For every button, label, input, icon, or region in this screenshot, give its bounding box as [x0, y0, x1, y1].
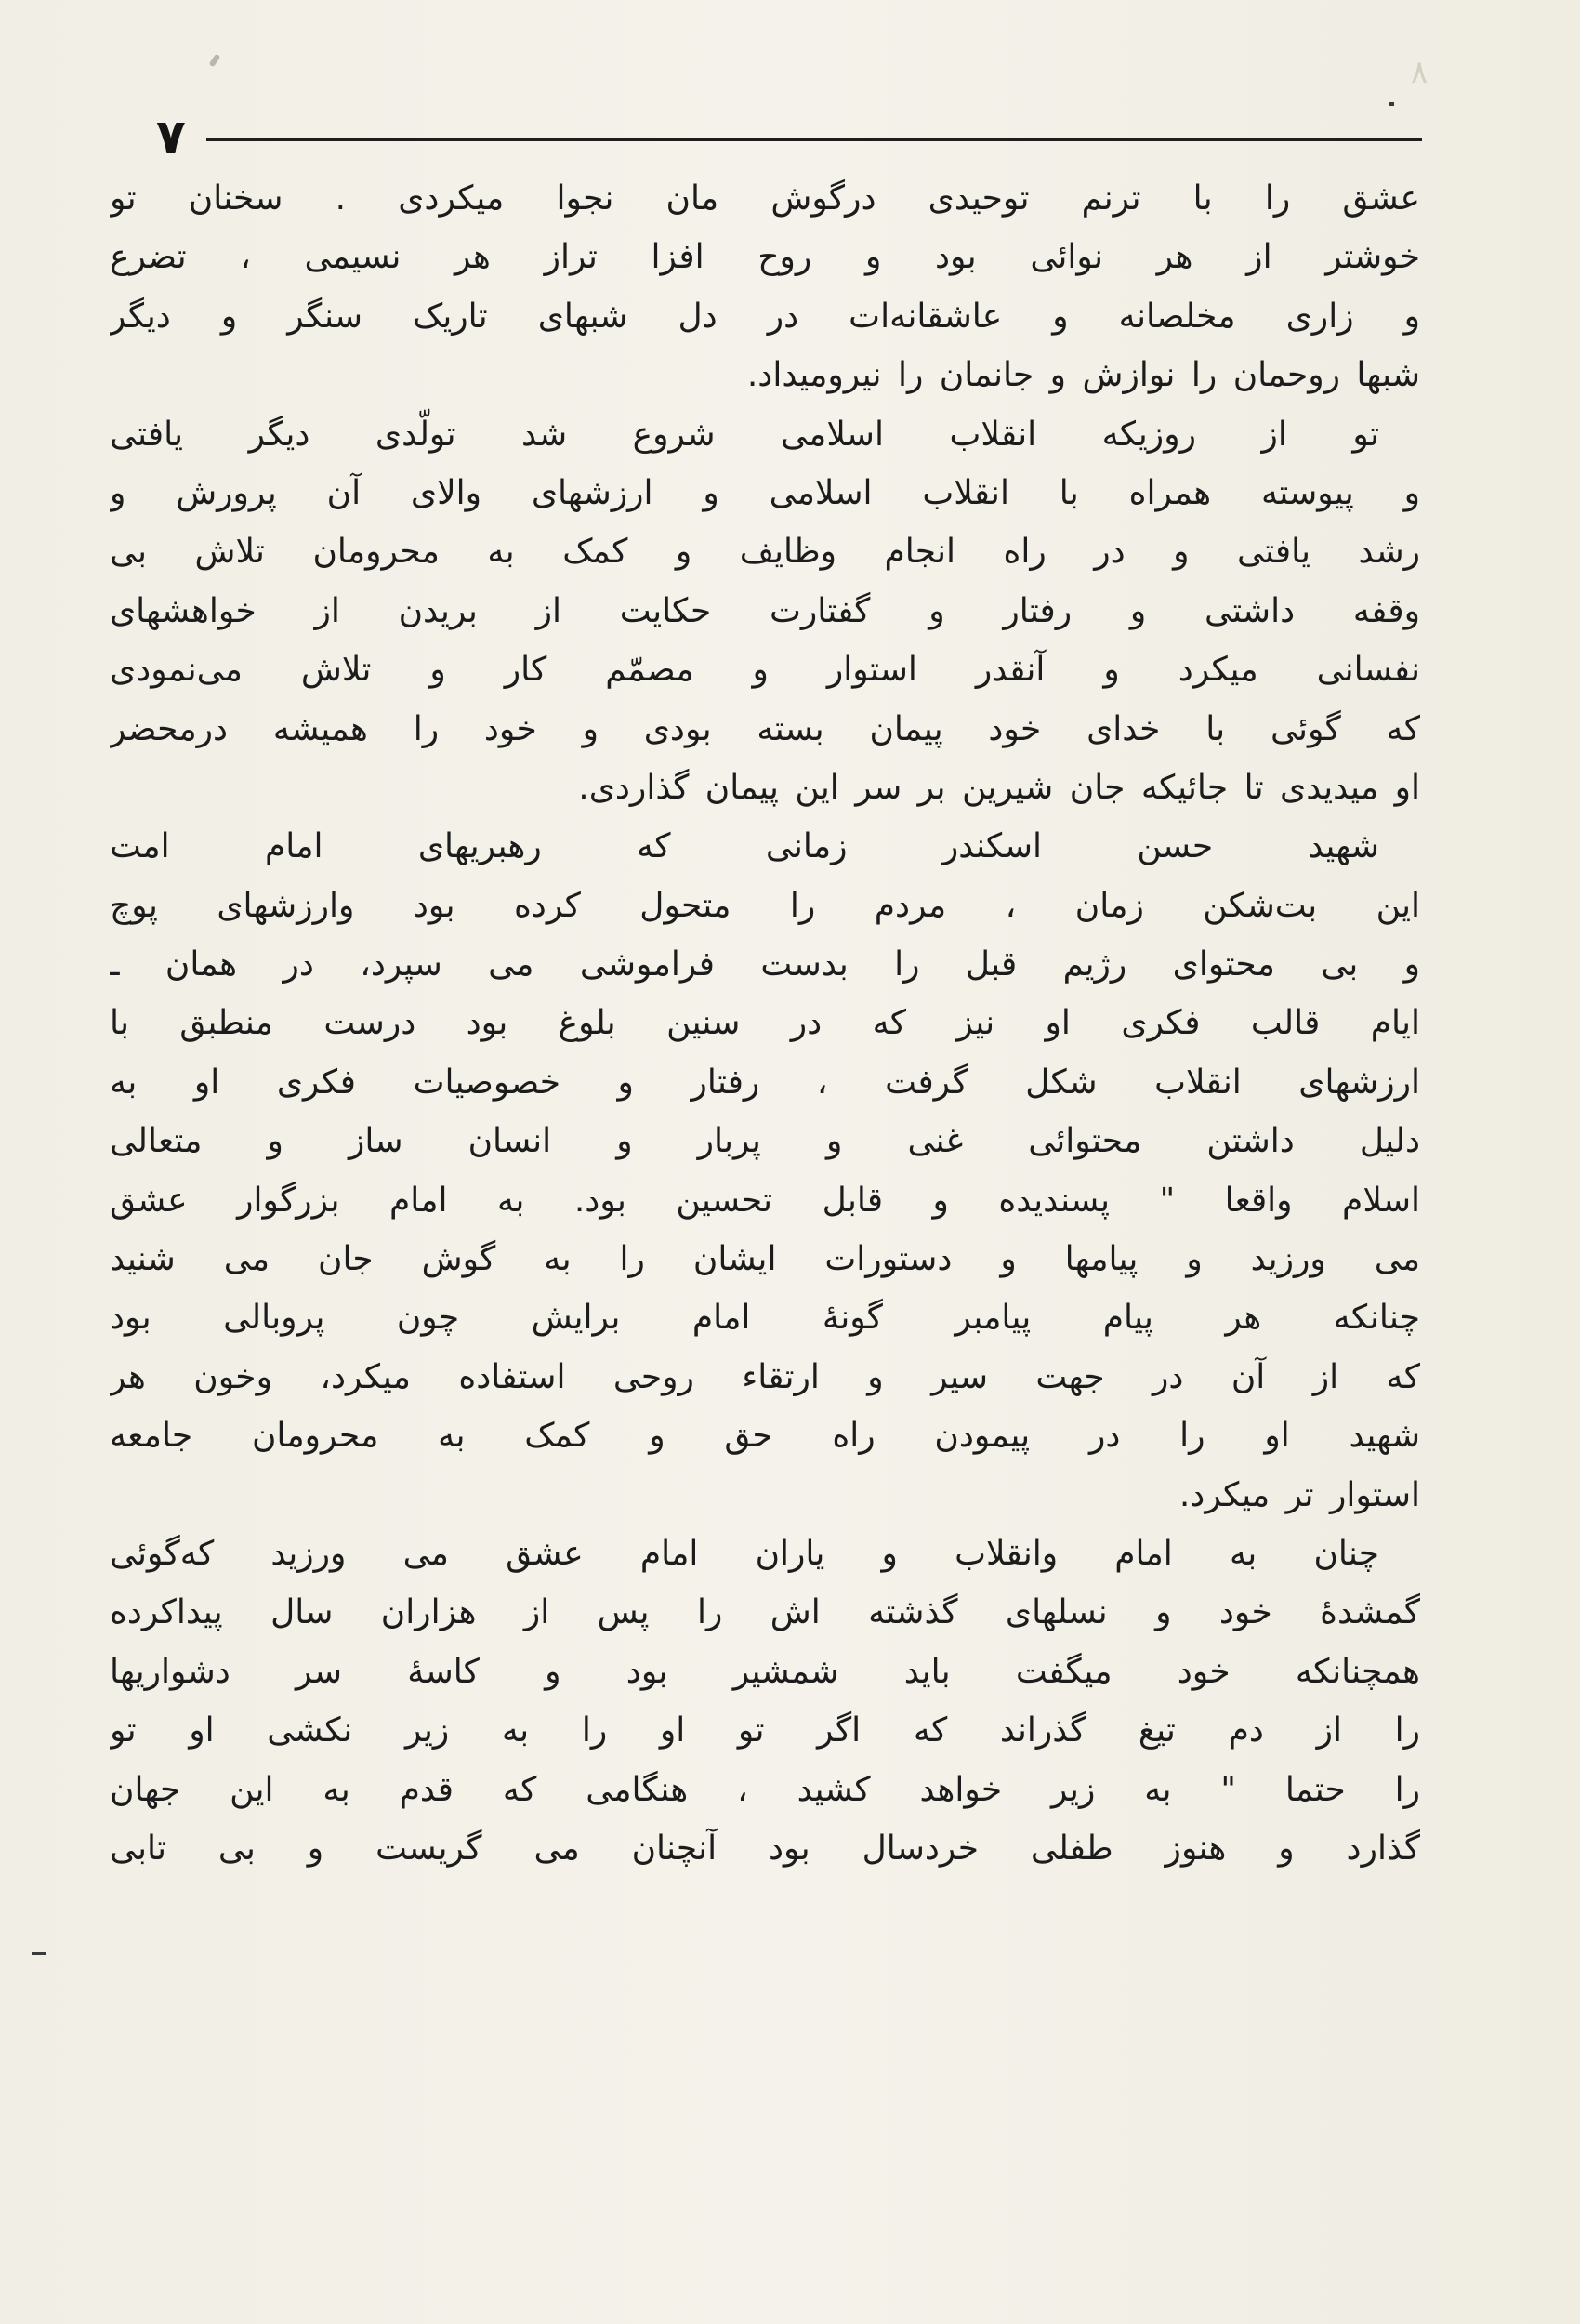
text-line: و بی محتوای رژیم قبل را بدست فراموشی می سپرد، در همان ـ [110, 945, 1420, 984]
margin-tick [1389, 102, 1394, 106]
text-line: گمشدهٔ خود و نسلهای گذشته اش را پس از هزاران سال پیداکرده [110, 1593, 1420, 1632]
text-line: را حتما " به زیر خواهد کشید ، هنگامی که قدم به این جهان [110, 1770, 1420, 1809]
text-line: چنان به امام وانقلاب و یاران امام عشق می ورزید که‌گوئی [110, 1534, 1379, 1573]
text-line: همچنانکه خود میگفت باید شمشیر بود و کاسهٔ سر دشواریها [110, 1652, 1420, 1691]
text-line: او میدیدی تا جائیکه جان شیرین بر سر این پیمان گذاردی. [578, 768, 1420, 807]
text-line: شهید حسن اسکندر زمانی که رهبریهای امام امت [110, 827, 1379, 866]
text-line: وقفه داشتی و رفتار و گفتارت حکایت از بریدن از خواهشهای [110, 591, 1420, 630]
text-line: شهید او را در پیمودن راه حق و کمک به محرومان جامعه [110, 1417, 1420, 1456]
page-header [139, 110, 1422, 165]
text-line: شبها روحمان را نوازش و جانمان را نیرومیداد. [746, 356, 1420, 395]
text-line: اسلام واقعا " پسندیده و قابل تحسین بود. به امام بزرگوار عشق [110, 1181, 1420, 1220]
text-line: رشد یافتی و در راه انجام وظایف و کمک به محرومان تلاش بی [110, 533, 1420, 572]
text-line: را از دم تیغ گذراند که اگر تو او را به زیر نکشی او تو [110, 1711, 1420, 1750]
text-line: ارزشهای انقلاب شکل گرفت ، رفتار و خصوصیات فکری او به [110, 1063, 1420, 1102]
body-text [110, 169, 1420, 1878]
text-line: ایام قالب فکری او نیز که در سنین بلوغ بود درست منطبق با [110, 1004, 1420, 1043]
text-line: تو از روزیکه انقلاب اسلامی شروع شد تولّدی دیگر یافتی [110, 415, 1379, 454]
text-line: این بت‌شکن زمان ، مردم را متحول کرده بود وارزشهای پوچ [110, 886, 1420, 925]
text-line: که گوئی با خدای خود پیمان بسته بودی و خود را همیشه درمحضر [110, 709, 1420, 748]
margin-dash [32, 1952, 46, 1955]
text-line: خوشتر از هر نوائی بود و روح افزا تراز هر نسیمی ، تضرع [110, 238, 1420, 277]
bleed-through-page-number: ۸ [1411, 54, 1429, 91]
page-number: ۷ [156, 110, 186, 165]
text-line: که از آن در جهت سیر و ارتقاء روحی استفاده میکرد، وخون هر [110, 1357, 1420, 1396]
text-line: می ورزید و پیامها و دستورات ایشان را به گوش جان می شنید [110, 1240, 1420, 1279]
header-rule [206, 138, 1422, 141]
text-line: چنانکه هر پیام پیامبر گونهٔ امام برایش چون پروبالی بود [110, 1299, 1420, 1338]
paper-speck [209, 54, 221, 68]
text-line: نفسانی میکرد و آنقدر استوار و مصمّم کار و تلاش می‌نمودی [110, 651, 1420, 690]
text-line: دلیل داشتن محتوائی غنی و پربار و انسان ساز و متعالی [110, 1122, 1420, 1161]
text-line: و زاری مخلصانه و عاشقانه‌ات در دل شبهای تاریک سنگر و دیگر [110, 297, 1420, 336]
text-line: و پیوسته همراه با انقلاب اسلامی و ارزشهای والای آن پرورش و [110, 473, 1420, 512]
text-line: استوار تر میکرد. [1178, 1475, 1420, 1514]
text-line: عشق را با ترنم توحیدی درگوش مان نجوا میکردی . سخنان تو [110, 179, 1420, 218]
text-line: گذارد و هنوز طفلی خردسال بود آنچنان می گریست و بی تابی [110, 1829, 1420, 1868]
